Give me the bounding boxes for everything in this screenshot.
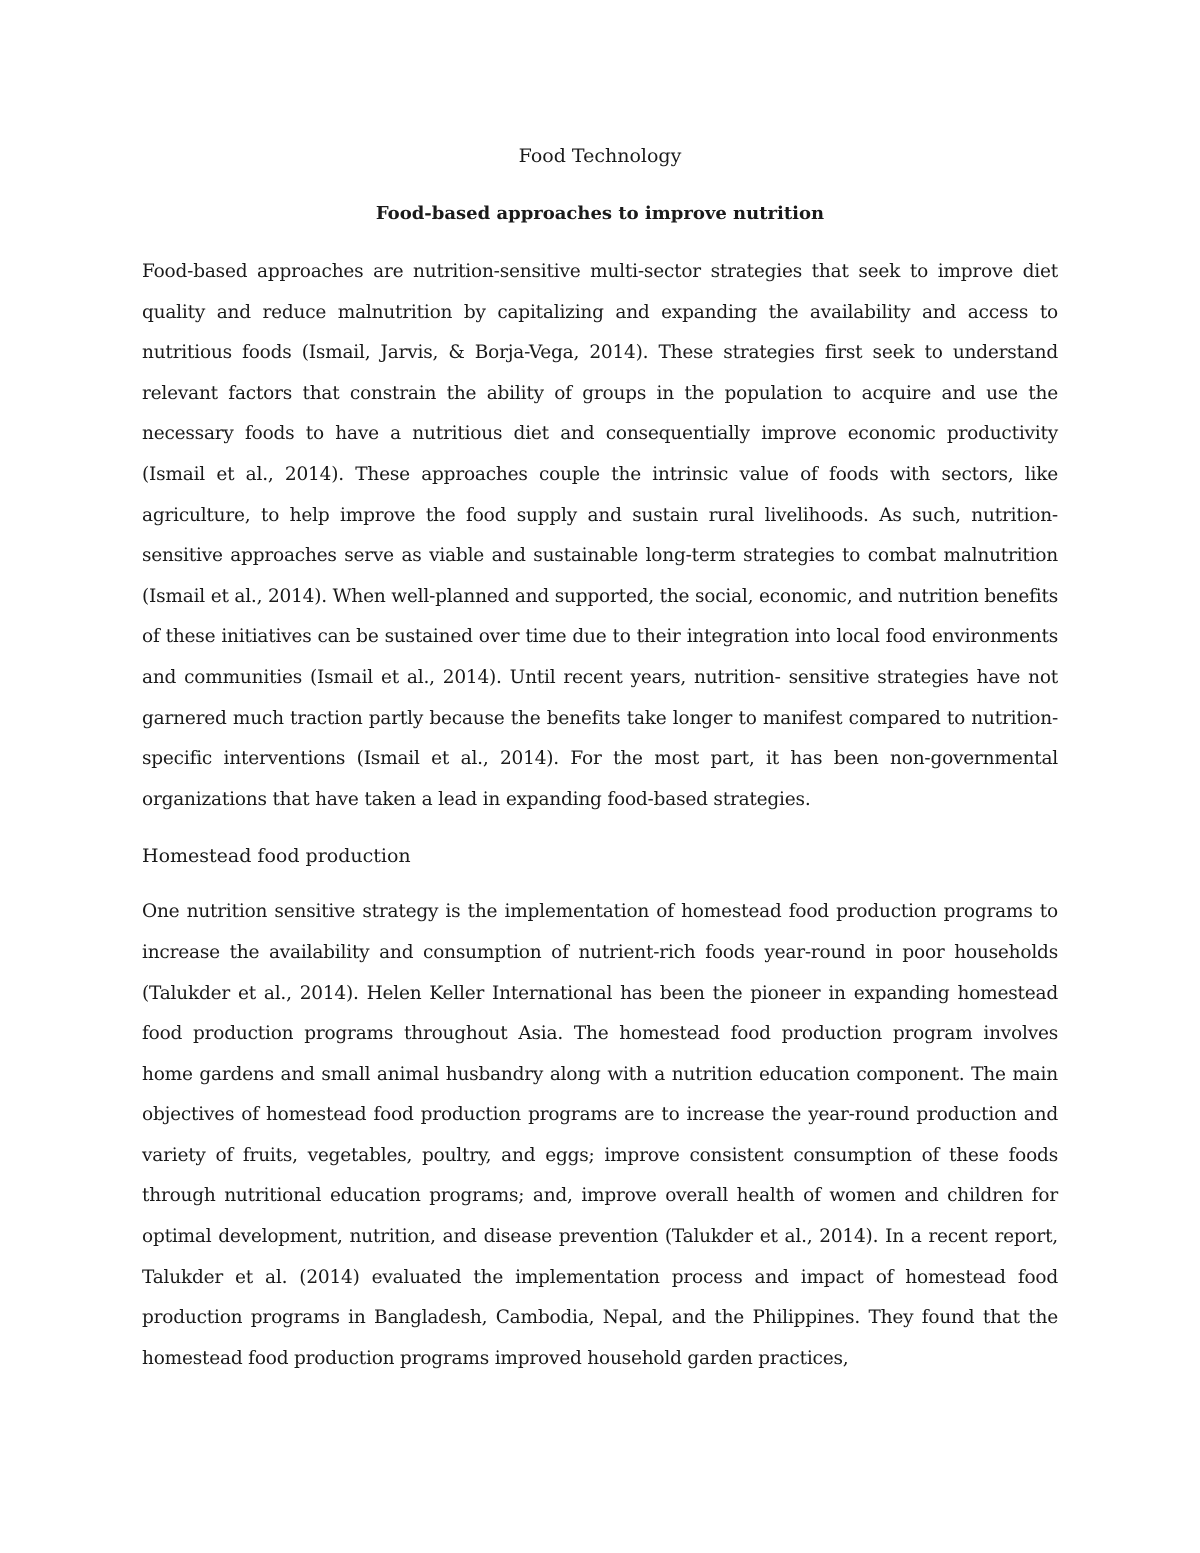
document-heading: Food-based approaches to improve nutrition	[375, 203, 825, 224]
paragraph-intro: Food-based approaches are nutrition-sensitive multi-sector strategies that seek to improve diet quality and reduce malnutrition by capitalizing and expanding the availability and access to nutritious foods (Ismail, Jarvis, & Borja-Vega, 2014). These strategies first seek to understand relevant factors that constrain the ability of groups in the population to acquire and use the necessary foods to have a nutritious diet and consequentially improve economic productivity (Ismail et al., 2014). These approaches couple the intrinsic value of foods with sectors, like agriculture, to help improve the food supply and sustain rural livelihoods. As such, nutrition-sensitive approaches serve as viable and sustainable long-term strategies to combat malnutrition (Ismail et al., 2014). When well-planned and supported, the social, economic, and nutrition benefits of these initiatives can be sustained over time due to their integration into local food environments and communities (Ismail et al., 2014). Until recent years, nutrition- sensitive strategies have not garnered much traction partly because the benefits take longer to manifest compared to nutrition-specific interventions (Ismail et al., 2014). For the most part, it has been non-governmental organizations that have taken a lead in expanding food-based strategies.	[142, 261, 1058, 810]
section-heading-homestead: Homestead food production	[142, 845, 411, 868]
document-body	[142, 138, 1058, 1379]
paragraph-homestead: One nutrition sensitive strategy is the implementation of homestead food production programs to increase the availability and consumption of nutrient-rich foods year-round in poor households (Talukder et al., 2014). Helen Keller International has been the pioneer in expanding homestead food production programs throughout Asia. The homestead food production program involves home gardens and small animal husbandry along with a nutrition education component. The main objectives of homestead food production programs are to increase the year-round production and variety of fruits, vegetables, poultry, and eggs; improve consistent consumption of these foods through nutritional education programs; and, improve overall health of women and children for optimal development, nutrition, and disease prevention (Talukder et al., 2014). In a recent report, Talukder et al. (2014) evaluated the implementation process and impact of homestead food production programs in Bangladesh, Cambodia, Nepal, and the Philippines. They found that the homestead food production programs improved household garden practices,	[142, 901, 1058, 1369]
document-title: Food Technology	[518, 145, 682, 167]
